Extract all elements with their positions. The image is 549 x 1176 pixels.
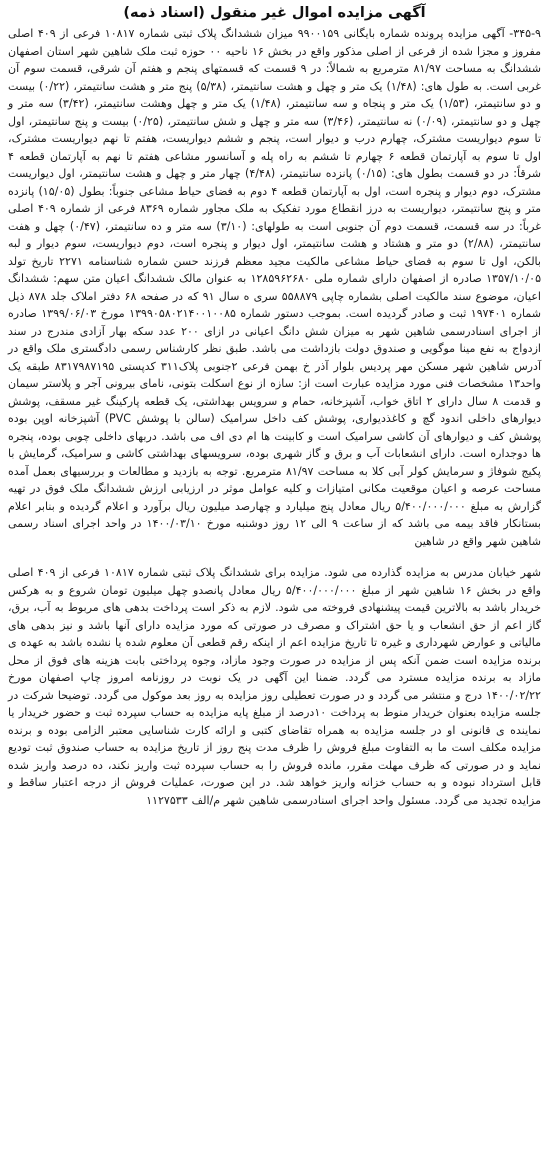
notice-title: آگهی مزایده اموال غیر منقول (اسناد ذمه) [123, 5, 426, 21]
notice-paragraph-2: شهر خیابان مدرس به مزایده گذارده می شود. مزایده برای ششدانگ پلاک ثبتی شماره ۱۰۸۱۷ فرعی از ۴۰۹ اصلی واقع در بخش ۱۶ شاهین شهر از مبلغ ۵/۴۰۰/۰۰۰/۰۰۰ ریال معادل پانصدو چهل میلیون تومان شروع و به هرکس خریدار باشد به بالاترین قیمت پیشنهادی فروخته می شود. لازم به ذکر است پرداخت بدهی های مربوط به آب، برق، گاز اعم از حق انشعاب و یا حق اشتراک و مصرف در صورتی که مورد مزایده دارای آنها باشد و نیز بدهی های مالیاتی و عوارض شهرداری و غیره تا تاریخ مزایده اعم از اینکه رقم قطعی آن معلوم شده یا نشده باشد به عهده ی برنده مزایده است ضمن آنکه پس از مزایده در صورت وجود مازاد، وجوه پرداختی بابت هزینه های فوق از محل مازاد به برنده مزایده مسترد می گردد. ضمنا این آگهی در یک نوبت در روزنامه امروز چاپ اصفهان مورخ ۱۴۰۰/۰۲/۲۲ درج و منتشر می گردد و در صورت تعطیلی روز مزایده به روز بعد موکول می گردد. توضیحا شرکت در جلسه مزایده بعنوان خریدار منوط به پرداخت ۱۰درصد از مبلغ پایه مزایده به حساب سپرده ثبت و حضور خریدار یا نماینده ی قانونی او در جلسه مزایده به همراه تقاضای کتبی و ارائه کارت شناسایی معتبر الزامی بوده و برنده مزایده مکلف است ما به التفاوت مبلغ فروش را ظرف مدت پنج روز از تاریخ مزایده به حساب صندوق ثبت تودیع نماید و در صورتی که ظرف مهلت مقرر، مانده فروش را به حساب سپرده ثبت واریز نکند، ده درصد واریز شده قابل استرداد نبوده و به حساب خزانه واریز خواهد شد. در این صورت، عملیات فروش از درجه اعتبار ساقط و مزایده تجدید می گردد. مسئول واحد اجرای اسنادرسمی شاهین شهر م/الف ۱۱۲۷۵۳۳ [8, 566, 542, 807]
notice-paragraph-1: ۳۴۵-۹- آگهی مزایده پرونده شماره بایگانی ۹۹۰۰۱۵۹ میزان ششدانگ پلاک ثبتی شماره ۱۰۸۱۷ فرعی از ۴۰۹ اصلی مفروز و مجزا شده از فرعی از اصلی مذکور واقع در بخش ۱۶ ناحیه ۰۰ حوزه ثبت ملک شاهین شهر استان اصفهان ششدانگ به مساحت ۸۱/۹۷ مترمربع به شمالاً: در ۹ قسمت که قسمتهای پنجم و هفتم آن شرقی، قسمت سوم آن غربی است. به طول های: (۱/۴۸) یک متر و چهل و هشت سانتیمتر، (۵/۳۸) پنج متر و هشت سانتیمتر، (۰/۲۲) بیست و دو سانتیمتر، (۱/۵۳) یک متر و پنجاه و سه سانتیمتر، (۱/۴۸) یک متر و چهل وهشت سانتیمتر، (۳/۴۲) سه متر و چهل و دو سانتیمتر، (۰/۰۹) نه سانتیمتر، (۳/۴۶) سه متر و چهل و شش سانتیمتر، (۰/۲۵) بیست و پنج سانتیمتر، اول تا سوم دیواریست مشترک، چهارم درب و دیوار است، پنجم و ششم دیواریست، هفتم تا نهم دیواریست مشترک، اول تا سوم به آپارتمان قطعه ۶ چهارم تا ششم به راه پله و آسانسور مشاعی هفتم تا نهم به آپارتمان قطعه ۴ شرقاً: در دو قسمت بطول های: (۰/۱۵) پانزده سانتیمتر، (۴/۴۸) چهار متر و چهل و هشت سانتیمتر، اول دیواریست مشترک، دوم دیوار و پنجره است، اول به آپارتمان قطعه ۴ دوم به فضای حیاط مشاعی جنوباً: بطول (۱۵/۰۵) پانزده متر و پنج سانتیمتر، دیواریست به درز انقطاع مورد تفکیک به ملک مجاور شماره ۸۳۶۹ فرعی از شماره ۴۰۹ اصلی غرباً: در سه قسمت، قسمت دوم آن جنوبی است به طولهای: (۳/۱۰) سه متر و ده سانتیمتر، (۰/۴۷) چهل و هفت سانتیمتر، (۲/۸۸) دو متر و هشتاد و هشت سانتیمتر، اول دیوار و پنجره است، دوم دیواریست، سوم دیوار و لبه بالکن، اول تا سوم به فضای حیاط مشاعی مالکیت مجید معظم فرزند حسن شماره شناسنامه ۲۲۷۱ تاریخ تولد ۱۳۵۷/۱۰/۰۵ صادره از اصفهان دارای شماره ملی ۱۲۸۵۹۶۲۶۸۰ به عنوان مالک ششدانگ اعیان متن سهم: ششدانگ اعیان، موضوع سند مالکیت اصلی بشماره چاپی ۵۵۸۸۷۹ سری ه سال ۹۱ که در صفحه ۶۸ دفتر املاک جلد ۸۷۸ ذیل شماره ۱۹۷۴۰۱ ثبت و صادر گردیده است. بموجب دستور شماره ۱۳۹۹۰۵۸۰۲۱۴۰۰۱۰۰۸۵ مورخ ۱۳۹۹/۰۶/۰۳ صادره از اجرای اسنادرسمی شاهین شهر به میزان شش دانگ اعیانی در ازای ۲۰۰ عدد سکه بهار آزادی مندرج در سند ازدواج به نفع مینا موگویی و صندوق دولت بازداشت می باشد. طبق نظر کارشناس رسمی دادگستری ملک واقع در آدرس شاهین شهر مسکن مهر پردیس بلوار آذر خ بهمن فرعی ۲جنوبی پلاک۳۱۱ کدپستی ۸۳۱۷۹۸۷۱۹۵ طبقه یک واحد۱۳ مشخصات فنی مورد مزایده عبارت است از: سازه از نوع اسکلت بتونی، نامای بیرونی آجر و پلاستر سیمان و قدمت ۸ سال دارای ۲ اتاق خواب، آشپزخانه، حمام و سرویس بهداشتی، یک قطعه پارکینگ غیر مسقف، پوشش دیوارهای داخلی اندود گچ و کاغذدیواری، پوشش کف داخل سرامیک (سالن با پوشش PVC) آشپزخانه اوپن بوده پوشش کف و دیوارهای آن کاشی سرامیک است و کابینت ها ام دی اف می باشد. دربهای داخلی چوبی بوده، پنجره ها دوجداره است. دارای انشعابات آب و برق و گاز شهری بوده، سرویسهای بهداشتی کاشی و سرامیک، گرمایش با پکیج شوفاژ و سرمایش کولر آبی کلا به مساحت ۸۱/۹۷ مترمربع. توجه به بازدید و مطالعات و بررسیهای بعمل آمده مساحت عرصه و اعیان موقعیت مکانی امتیازات و کلیه عوامل موثر در ارزیابی ارزش ششدانگ ملک فوق در تهیه گزارش به مبلغ ۵/۴۰۰/۰۰۰/۰۰۰ ریال معادل پنج میلیارد و چهارصد میلیون ریال برآورد و اعلام گردیده و بنابر اعلام بستانکار فاقد بیمه می باشد که از ساعت ۹ الی ۱۲ روز دوشنبه مورخ ۱۴۰۰/۰۳/۱۰ در واحد اجرای اسناد رسمی شاهین شهر واقع در شاهین [8, 27, 542, 548]
